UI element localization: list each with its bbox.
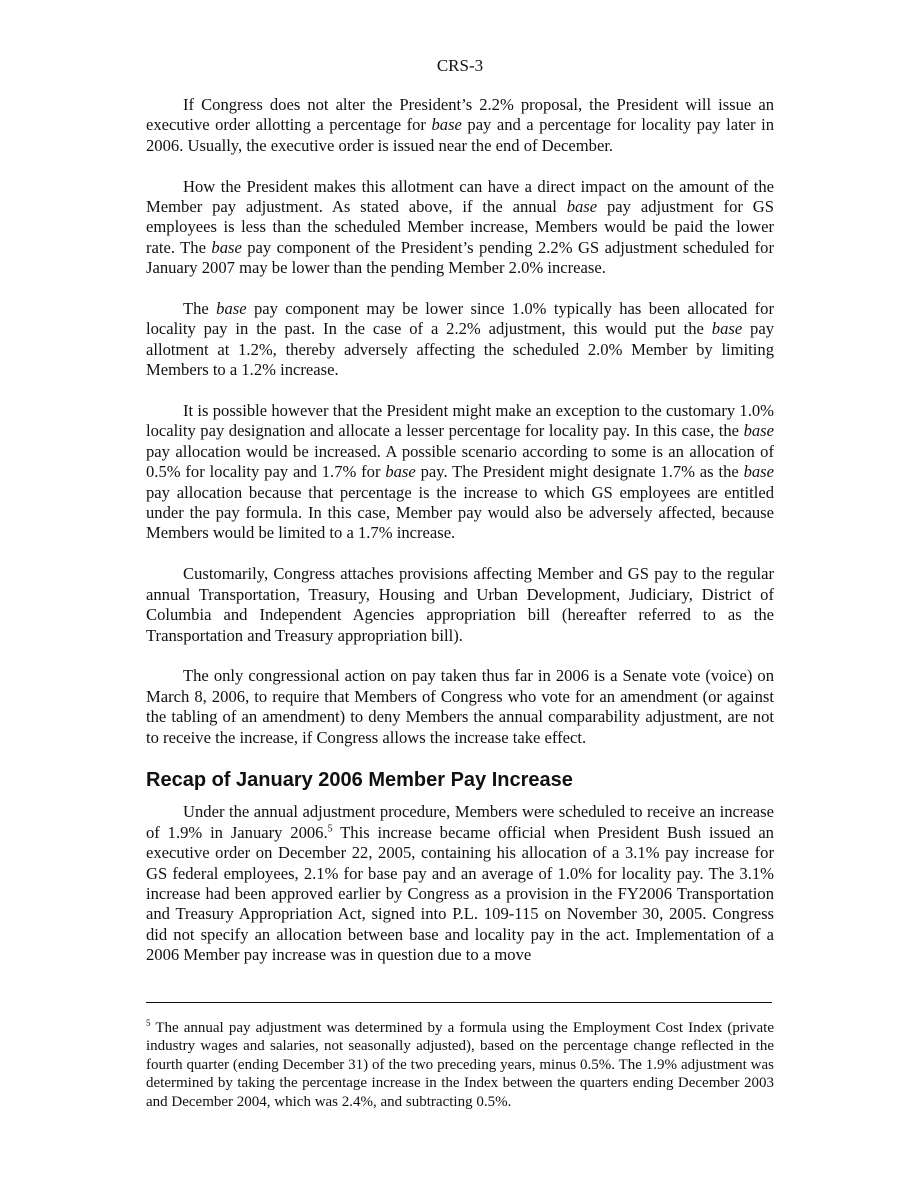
paragraph: Customarily, Congress attaches provisions affecting Member and GS pay to the regular annual Transportation, Treasury, Housing and Urban Development, Judiciary, District of Columbia and Independent Agencies appropriation bill (hereafter referred to as the Transportation and Treasury appropriation bill). (146, 564, 774, 645)
section-heading: Recap of January 2006 Member Pay Increase (146, 769, 573, 792)
page-header: CRS-3 (436, 56, 484, 75)
footnote-reference: 5 (327, 823, 333, 835)
paragraph: It is possible however that the President might make an exception to the customary 1.0% locality pay designation and allocate a lesser percentage for locality pay. In this case, the base pay allocation would be increased. A possible scenario according to some is an allocation of 0.5% for locality pay and 1.7% for base pay. The President might designate 1.7% as the base pay allocation because that percentage is the increase to which GS employees are entitled under the pay formula. In this case, Member pay would also be adversely affected, because Members would be limited to a 1.7% increase. (146, 401, 774, 543)
footnote-text: The annual pay adjustment was determined by a formula using the Employment Cost Index (private industry wages and salaries, not seasonally adjusted), based on the percentage change reflected in the fourth quarter (ending December 31) of the two preceding years, minus 0.5%. The 1.9% adjustment was determined by taking the percentage increase in the Index between the quarters ending December 2003 and December 2004, which was 2.4%, and subtracting 0.5%. (146, 1020, 774, 1110)
paragraph: Under the annual adjustment procedure, Members were scheduled to receive an increase of 1.9% in January 2006.$^5$ This increase became official when President Bush issued an executive order on December 22, 2005, containing his allocation of a 3.1% pay increase for GS federal employees, 2.1% for base pay and an average of 1.0% for locality pay. The 3.1% increase had been approved earlier by Congress as a provision in the FY2006 Transportation and Treasury Appropriation Act, signed into P.L. 109-115 on November 30, 2005. Congress did not specify an allocation between base and locality pay in the act. Implementation of a 2006 Member pay increase was in question due to a move (146, 802, 774, 965)
footnote-divider (146, 1002, 772, 1003)
main-text (146, 95, 774, 966)
paragraph: If Congress does not alter the President’s 2.2% proposal, the President will issue an executive order allotting a percentage for base pay and a percentage for locality pay later in 2006. Usually, the executive order is issued near the end of December. (146, 95, 774, 155)
paragraph: How the President makes this allotment can have a direct impact on the amount of the Member pay adjustment. As stated above, if the annual base pay adjustment for GS employees is less than the scheduled Member increase, Members would be paid the lower rate. The base pay component of the President’s pending 2.2% GS adjustment scheduled for January 2007 may be lower than the pending Member 2.0% increase. (146, 176, 774, 278)
footnote-marker: 5 (146, 1018, 151, 1028)
paragraph: The base pay component may be lower since 1.0% typically has been allocated for locality pay in the past. In the case of a 2.2% adjustment, this would put the base pay allotment at 1.2%, thereby adversely affecting the scheduled 2.0% Member by limiting Members to a 1.2% increase. (146, 299, 775, 380)
footnote (146, 1019, 774, 1111)
paragraph: The only congressional action on pay taken thus far in 2006 is a Senate vote (voice) on March 8, 2006, to require that Members of Congress who vote for an amendment (or against the tabling of an amendment) to deny Members the annual comparability adjustment, are not to receive the increase, if Congress allows the increase take effect. (146, 666, 774, 747)
